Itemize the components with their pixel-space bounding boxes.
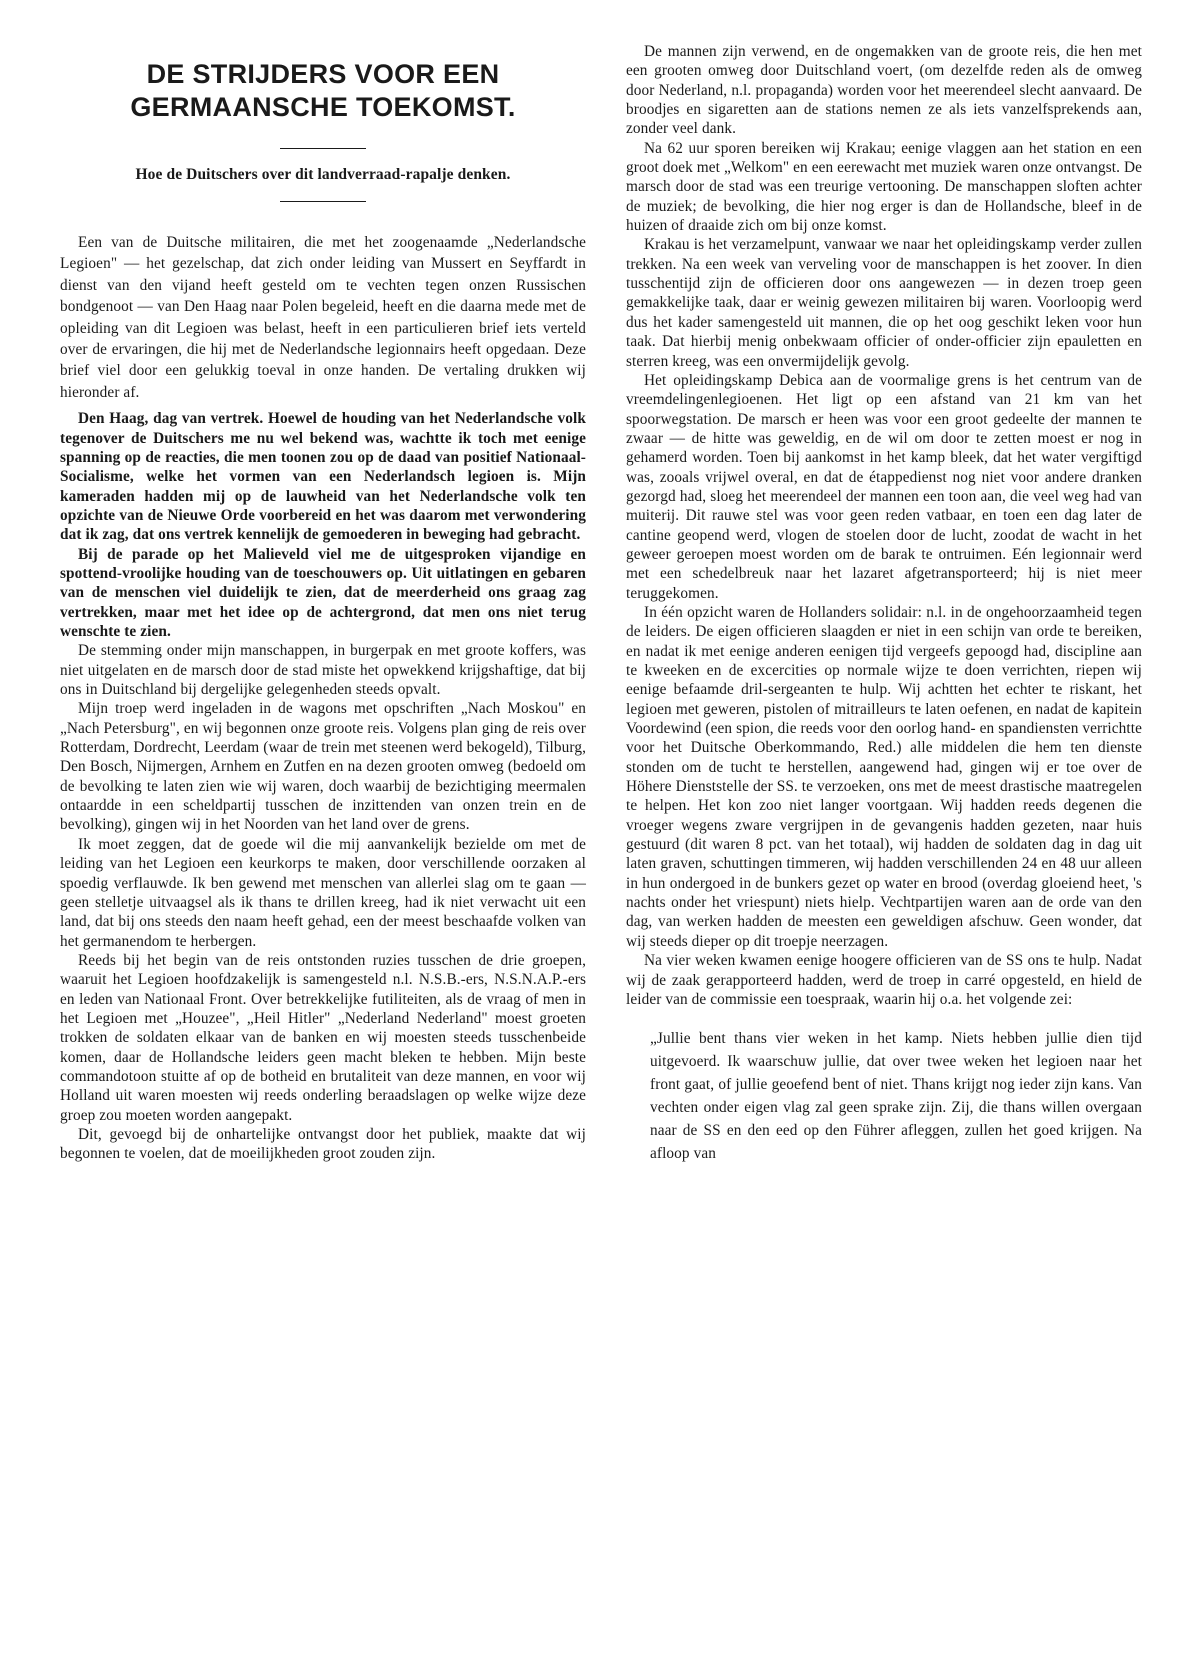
body-paragraph: Krakau is het verzamelpunt, vanwaar we naar het opleidingskamp verder zullen trekken. Na een week van verveling voor de manschappen is het zoover. In dien tusschentijd zijn de officieren door ons aangewezen — in dezen troep geen gemakkelijke taak, daar er weinig gewezen militairen bij waren. Voorloopig werd dus het kader samengesteld uit mannen, die op het oog geschikt leken voor hun taak. Dat hierbij menig onbekwaam officier of onder-officier zijn epauletten en sterren kreeg, was een onvermijdelijk gevolg.	[626, 236, 1142, 370]
body-paragraph: Na 62 uur sporen bereiken wij Krakau; eenige vlaggen aan het station en een groot doek met „Welkom" en een eerewacht met muziek waren onze ontvangst. De marsch door de stad was een treurige vertooning. De manschappen sloften achter de muziek; de bevolking, die hier nog erger is dan de Hollandsche, bleef in de huizen of draaide zich om bij onze komst.	[626, 139, 1142, 235]
body-paragraph: De mannen zijn verwend, en de ongemakken van de groote reis, die hen met een grooten omweg door Duitschland voert, (om dezelfde reden als de omweg door Nederland, n.l. propaganda) worden voor het meerendeel slecht aanvaard. De broodjes en sigaretten aan de stations nemen ze als iets vanzelfsprekends aan, zonder veel dank.	[626, 43, 1142, 138]
title-divider	[280, 148, 366, 149]
article-title: DE STRIJDERS VOOR EEN GERMAANSCHE TOEKOMST.	[130, 59, 516, 122]
body-paragraph: Reeds bij het begin van de reis ontstonden ruzies tusschen de drie groepen, waaruit het Legioen hoofdzakelijk is samengesteld n.l. N.S.B.-ers, N.S.N.A.P.-ers en leden van Nationaal Front. Over betrekkelijke futiliteiten, als de vraag of men in het Legioen met „Houzee", „Heil Hitler" „Nederland Nederland" moest groeten trokken de soldaten elkaar van de banken en wij moesten steeds tusschenbeide komen, daar de Hollandsche leiders geen macht bleken te hebben. Mijn beste commandotoon stuitte af op de botheid en brutaliteit van deze mannen, en voor wij Holland uit waren moesten wij reeds onderling beraadslagen op welke wijze deze groep zou moeten worden aangepakt.	[60, 951, 586, 1124]
left-column-body	[60, 409, 586, 1163]
article-subtitle: Hoe de Duitschers over dit landverraad-rapalje denken.	[135, 166, 511, 183]
body-paragraph: De stemming onder mijn manschappen, in burgerpak en met groote koffers, was niet uitgelaten en de marsch door de stad miste het opwekkend krijgshaftige, dat bij ons in Duitschland bij dergelijke gelegenheden steeds opvalt.	[60, 642, 586, 699]
quoted-speech	[626, 1027, 1142, 1165]
body-paragraph: Ik moet zeggen, dat de goede wil die mij aanvankelijk bezielde om met de leiding van het Legioen een keurkorps te maken, door verschillende oorzaken al spoedig verflauwde. Ik ben gewend met menschen van allerlei slag om te gaan — geen stelletje uitvaagsel als ik thans te drillen kreeg, had ik niet verwacht uit een land, dat bij ons steeds den naam heeft gehad, een der meest beschaafde volken van het germanendom te herbergen.	[60, 835, 586, 950]
body-paragraph: Mijn troep werd ingeladen in de wagons met opschriften „Nach Moskou" en „Nach Petersburg", en wij begonnen onze groote reis. Volgens plan ging de reis over Rotterdam, Dordrecht, Leerdam (waar de trein met steenen werd bekogeld), Tilburg, Den Bosch, Nijmergen, Arnhem en Zutfen en na dezen grooten omweg (bedoeld om de bevolking te laten zien wie wij waren, doch waarbij de bezichtiging meermalen ontaardde in een scheldpartij tusschen de inzittenden van onzen trein en de bevolking), gingen wij in het Noorden van het land over de grens.	[60, 700, 586, 834]
body-paragraph: Dit, gevoegd bij de onhartelijke ontvangst door het publiek, maakte dat wij begonnen te voelen, dat de moeilijkheden groot zouden zijn.	[60, 1125, 586, 1163]
quote-paragraph: „Jullie bent thans vier weken in het kamp. Niets hebben jullie dien tijd uitgevoerd. Ik waarschuw jullie, dat over twee weken het legioen naar het front gaat, of jullie geoefend bent of niet. Thans krijgt nog ieder zijn kans. Van vechten onder eigen vlag zal geen sprake zijn. Zij, die thans willen overgaan naar de SS en den eed op den Führer afleggen, zullen het goed krijgen. Na afloop van	[650, 1030, 1142, 1163]
subtitle-divider	[280, 201, 366, 202]
right-column	[626, 36, 1142, 1165]
body-paragraph: Den Haag, dag van vertrek. Hoewel de houding van het Nederlandsche volk tegenover de Duitschers me nu wel bekend was, wachtte ik toch met eenige spanning op de reacties, die men toonen zou op de daad van positief Nationaal-Socialisme, welke het vormen van een Nederlandsch legioen is. Mijn kameraden hadden mij op de lauwheid van het Nederlandsche volk ten opzichte van de Nieuwe Orde voorbereid en het was daarom met verwondering dat ik zag, dat ons vertrek kennelijk de gemoederen in beweging had gebracht.	[60, 410, 586, 544]
body-paragraph: Bij de parade op het Malieveld viel me de uitgesproken vijandige en spottend-vroolijke houding van de toeschouwers op. Uit uitlatingen en gebaren van de menschen viel duidelijk te zien, dat de meerderheid ons graag zag vertrekken, maar met het idee op de achtergrond, dat men ons niet terug wenschte te zien.	[60, 545, 586, 641]
intro-paragraph: Een van de Duitsche militairen, die met het zoogenaamde „Nederlandsche Legioen" — het gezelschap, dat zich onder leiding van Mussert en Seyffardt in dienst van den vijand heeft gesteld om te vechten tegen onzen Russischen bondgenoot — van Den Haag naar Polen begeleid, heeft en die daarna mede met de opleiding van dit Legioen was belast, heeft in een particulieren brief iets verteld over de ervaringen, die hij met de Nederlandsche legionnairs heeft opgedaan. Deze brief viel door een gelukkig toeval in onze handen. De vertaling drukken wij hieronder af.	[60, 234, 586, 401]
body-paragraph: Het opleidingskamp Debica aan de voormalige grens is het centrum van de vreemdelingenlegioenen. Het ligt op een afstand van 21 km van het spoorwegstation. De marsch er heen was voor een groot gedeelte der mannen te zwaar — de hitte was geweldig, en de wil om door te zetten moest er nog in gehamerd worden. Toen bij aankomst in het kamp bleek, dat het water vergiftigd was, zooals vrijwel overal, en dat de étappedienst nog niet voor andere dranken gezorgd had, sloeg het meerendeel der mannen een toon aan, die veel weg had van muiterij. Dit rauwe stel was voor geen reden vatbaar, en toen een dag later de cantine geopend werd, vlogen de stoelen door de lucht, zoodat de wacht in het geweer geroepen moest worden om de barak te ontruimen. Eén legionnair werd met een schedelbreuk naar het lazaret afgetransporteerd; hij is niet meer teruggekomen.	[626, 371, 1142, 602]
left-column	[60, 36, 586, 1164]
right-column-body	[626, 42, 1142, 1009]
body-paragraph: Na vier weken kwamen eenige hoogere officieren van de SS ons te hulp. Nadat wij de zaak gerapporteerd hadden, werd de troep in carré opgesteld, en hield de leider van de commissie een toespraak, waarin hij o.a. het volgende zei:	[626, 952, 1142, 1008]
body-paragraph: In één opzicht waren de Hollanders solidair: n.l. in de ongehoorzaamheid tegen de leiders. De eigen officieren slaagden er niet in een schijn van orde te bereiken, en nadat ik met eenige anderen eenigen tijd vergeefs gepoogd had, discipline aan te kweeken en de excercities op normale wijze te doen verrichten, riepen wij eenige befaamde dril-sergeanten te hulp. Wij achtten het echter te riskant, het legioen met geweren, pistolen of mitrailleurs te laten oefenen, en nadat de kapitein Voordewind (een spion, die reeds voor den oorlog hand- en spandiensten verrichtte voor het Duitsche Oberkommando, Red.) alle middelen die hem ten dienste stonden om de tucht te herstellen, aangewend had, gingen wij er toe over de Höhere Dienststelle der SS. te verzoeken, ons met de meest drastische maatregelen te helpen. Het kon zoo niet langer voortgaan. Wij hadden reeds degenen die vroeger wegens zware vergrijpen in de gevangenis hadden gezeten, naar huis gestuurd (dit waren 8 pct. van het totaal), wij hadden de soldaten dag in dag uit laten graven, schuttingen timmeren, wij hadden verschillenden 24 en 48 uur alleen in hun ondergoed in de bunkers gezet op water en brood (overdag gloeiend heet, 's nachts onder het vriespunt) niets hielp. Vechtpartijen waren aan de orde van den dag, van werken hadden de meesten een geweldigen afschuw. Geen wonder, dat wij steeds dieper op dit troepje neerzagen.	[626, 603, 1142, 950]
